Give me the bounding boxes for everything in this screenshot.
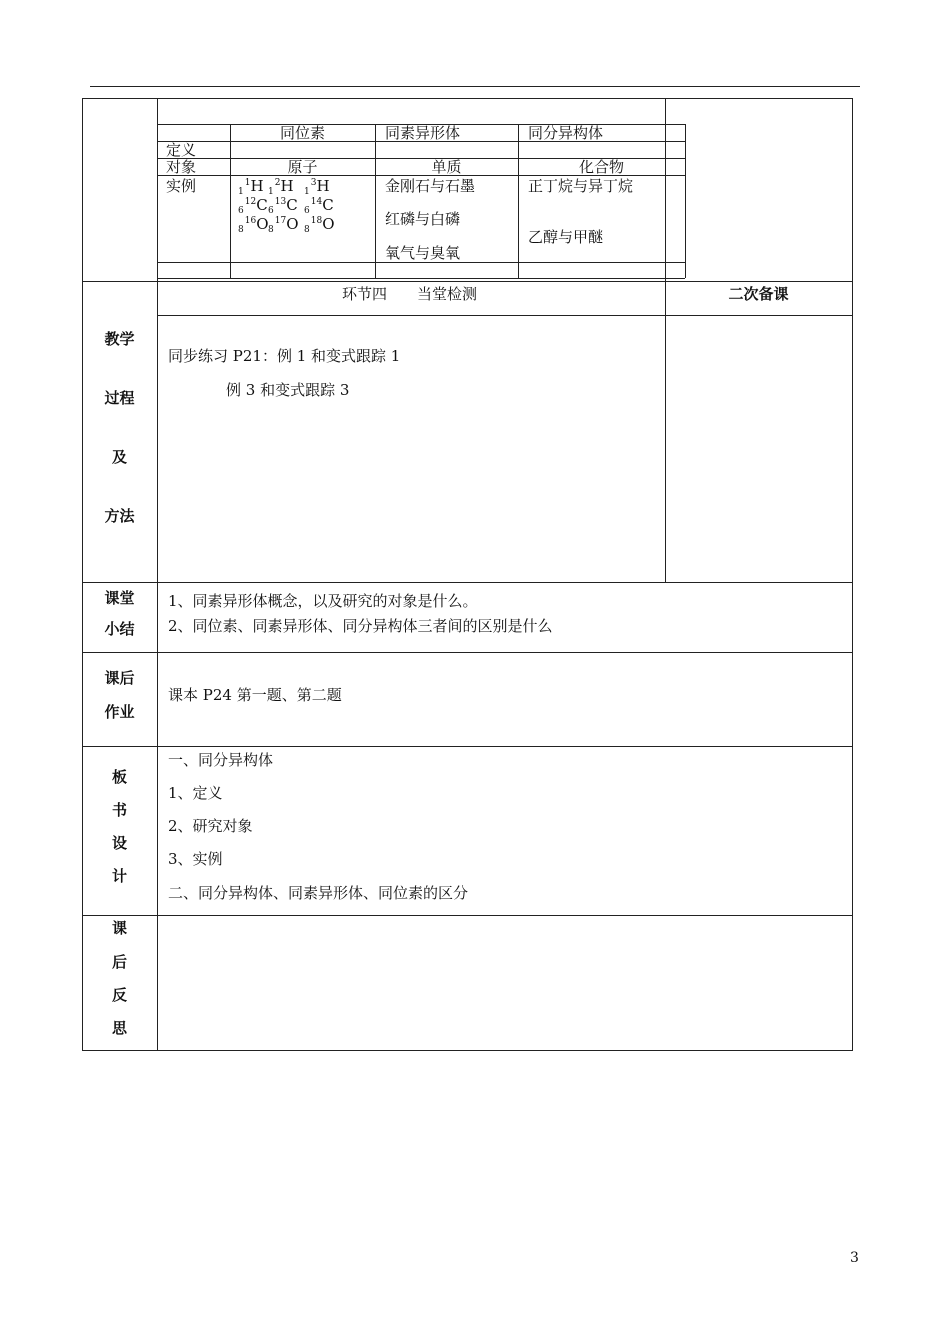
row-separator-teaching — [82, 281, 853, 282]
header-rule — [90, 86, 860, 87]
outer-left-border — [82, 98, 83, 1050]
summary-label-2: 小结 — [104, 620, 135, 638]
ct-object-element: 单质 — [431, 158, 462, 176]
allotrope-example-3: 氧气与臭氧 — [385, 244, 461, 262]
board-line-3: 2、研究对象 — [168, 817, 253, 835]
board-label-4: 计 — [111, 867, 127, 885]
row-separator-board — [82, 746, 853, 747]
board-line-1: 一、同分异构体 — [168, 751, 274, 769]
ct-row-object-label: 对象 — [166, 158, 197, 176]
homework-label-2: 作业 — [104, 703, 135, 721]
summary-line-2: 2、同位素、同素异形体、同分异构体三者间的区别是什么 — [168, 617, 553, 635]
isotope-O-16: $_8^{16}$O — [238, 215, 269, 235]
board-label-2: 书 — [111, 801, 127, 819]
teaching-label-3: 及 — [111, 448, 127, 466]
reflection-label-1: 课 — [111, 919, 127, 937]
practice-line-2: 例 3 和变式跟踪 3 — [226, 381, 350, 399]
isotope-O-17: $_8^{17}$O — [268, 215, 299, 235]
ct-row-definition-label: 定义 — [166, 141, 197, 159]
second-prep-header: 二次备课 — [728, 285, 789, 303]
summary-label-1: 课堂 — [104, 589, 135, 607]
homework-text: 课本 P24 第一题、第二题 — [168, 686, 342, 704]
practice-line-1: 同步练习 P21：例 1 和变式跟踪 1 — [168, 347, 401, 365]
ct-header-allotrope: 同素异形体 — [385, 124, 461, 142]
homework-label-1: 课后 — [104, 669, 135, 687]
ct-object-atom: 原子 — [287, 158, 318, 176]
isotope-H-1: $_1^1$H — [238, 177, 264, 197]
row-separator-homework — [82, 652, 853, 653]
isomer-example-1: 正丁烷与异丁烷 — [528, 177, 634, 195]
isotope-O-18: $_8^{18}$O — [304, 215, 335, 235]
isomer-example-2: 乙醇与甲醚 — [528, 228, 604, 246]
isotope-C-13: $_6^{13}$C — [268, 196, 298, 216]
board-label-3: 设 — [111, 834, 127, 852]
reflection-label-2: 后 — [111, 953, 127, 971]
ct-header-isotope: 同位素 — [279, 124, 325, 142]
board-line-5: 二、同分异构体、同素异形体、同位素的区分 — [168, 884, 469, 902]
board-line-4: 3、实例 — [168, 850, 223, 868]
ct-header-isomer: 同分异构体 — [528, 124, 604, 142]
ct-col-1 — [230, 124, 231, 278]
board-label-1: 板 — [111, 768, 127, 786]
teaching-label-2: 过程 — [104, 389, 135, 407]
ct-line-5 — [157, 262, 685, 263]
row-separator-stage — [157, 315, 853, 316]
isotope-C-14: $_6^{14}$C — [304, 196, 334, 216]
teaching-label-1: 教学 — [104, 330, 135, 348]
label-column-border — [157, 98, 158, 1050]
teaching-label-4: 方法 — [104, 507, 135, 525]
outer-bottom-border — [82, 1050, 853, 1051]
reflection-label-4: 思 — [111, 1019, 127, 1037]
ct-line-6 — [157, 278, 685, 279]
outer-right-border — [852, 98, 853, 1050]
row-separator-summary — [82, 582, 853, 583]
isotope-H-3: $_1^3$H — [304, 177, 330, 197]
outer-top-border — [82, 98, 853, 99]
allotrope-example-1: 金刚石与石墨 — [385, 177, 476, 195]
ct-col-3 — [518, 124, 519, 278]
ct-row-examples-label: 实例 — [166, 177, 197, 195]
ct-col-2 — [375, 124, 376, 278]
ct-object-compound: 化合物 — [578, 158, 624, 176]
ct-col-4 — [685, 124, 686, 278]
reflection-label-3: 反 — [111, 986, 127, 1004]
isotope-H-2: $_1^2$H — [268, 177, 294, 197]
page-number: 3 — [850, 1250, 859, 1266]
summary-line-1: 1、同素异形体概念，以及研究的对象是什么。 — [168, 592, 478, 610]
stage-title: 环节四 当堂检测 — [342, 285, 478, 303]
isotope-C-12: $_6^{12}$C — [238, 196, 268, 216]
board-line-2: 1、定义 — [168, 784, 223, 802]
row-separator-reflection — [82, 915, 853, 916]
allotrope-example-2: 红磷与白磷 — [385, 210, 461, 228]
